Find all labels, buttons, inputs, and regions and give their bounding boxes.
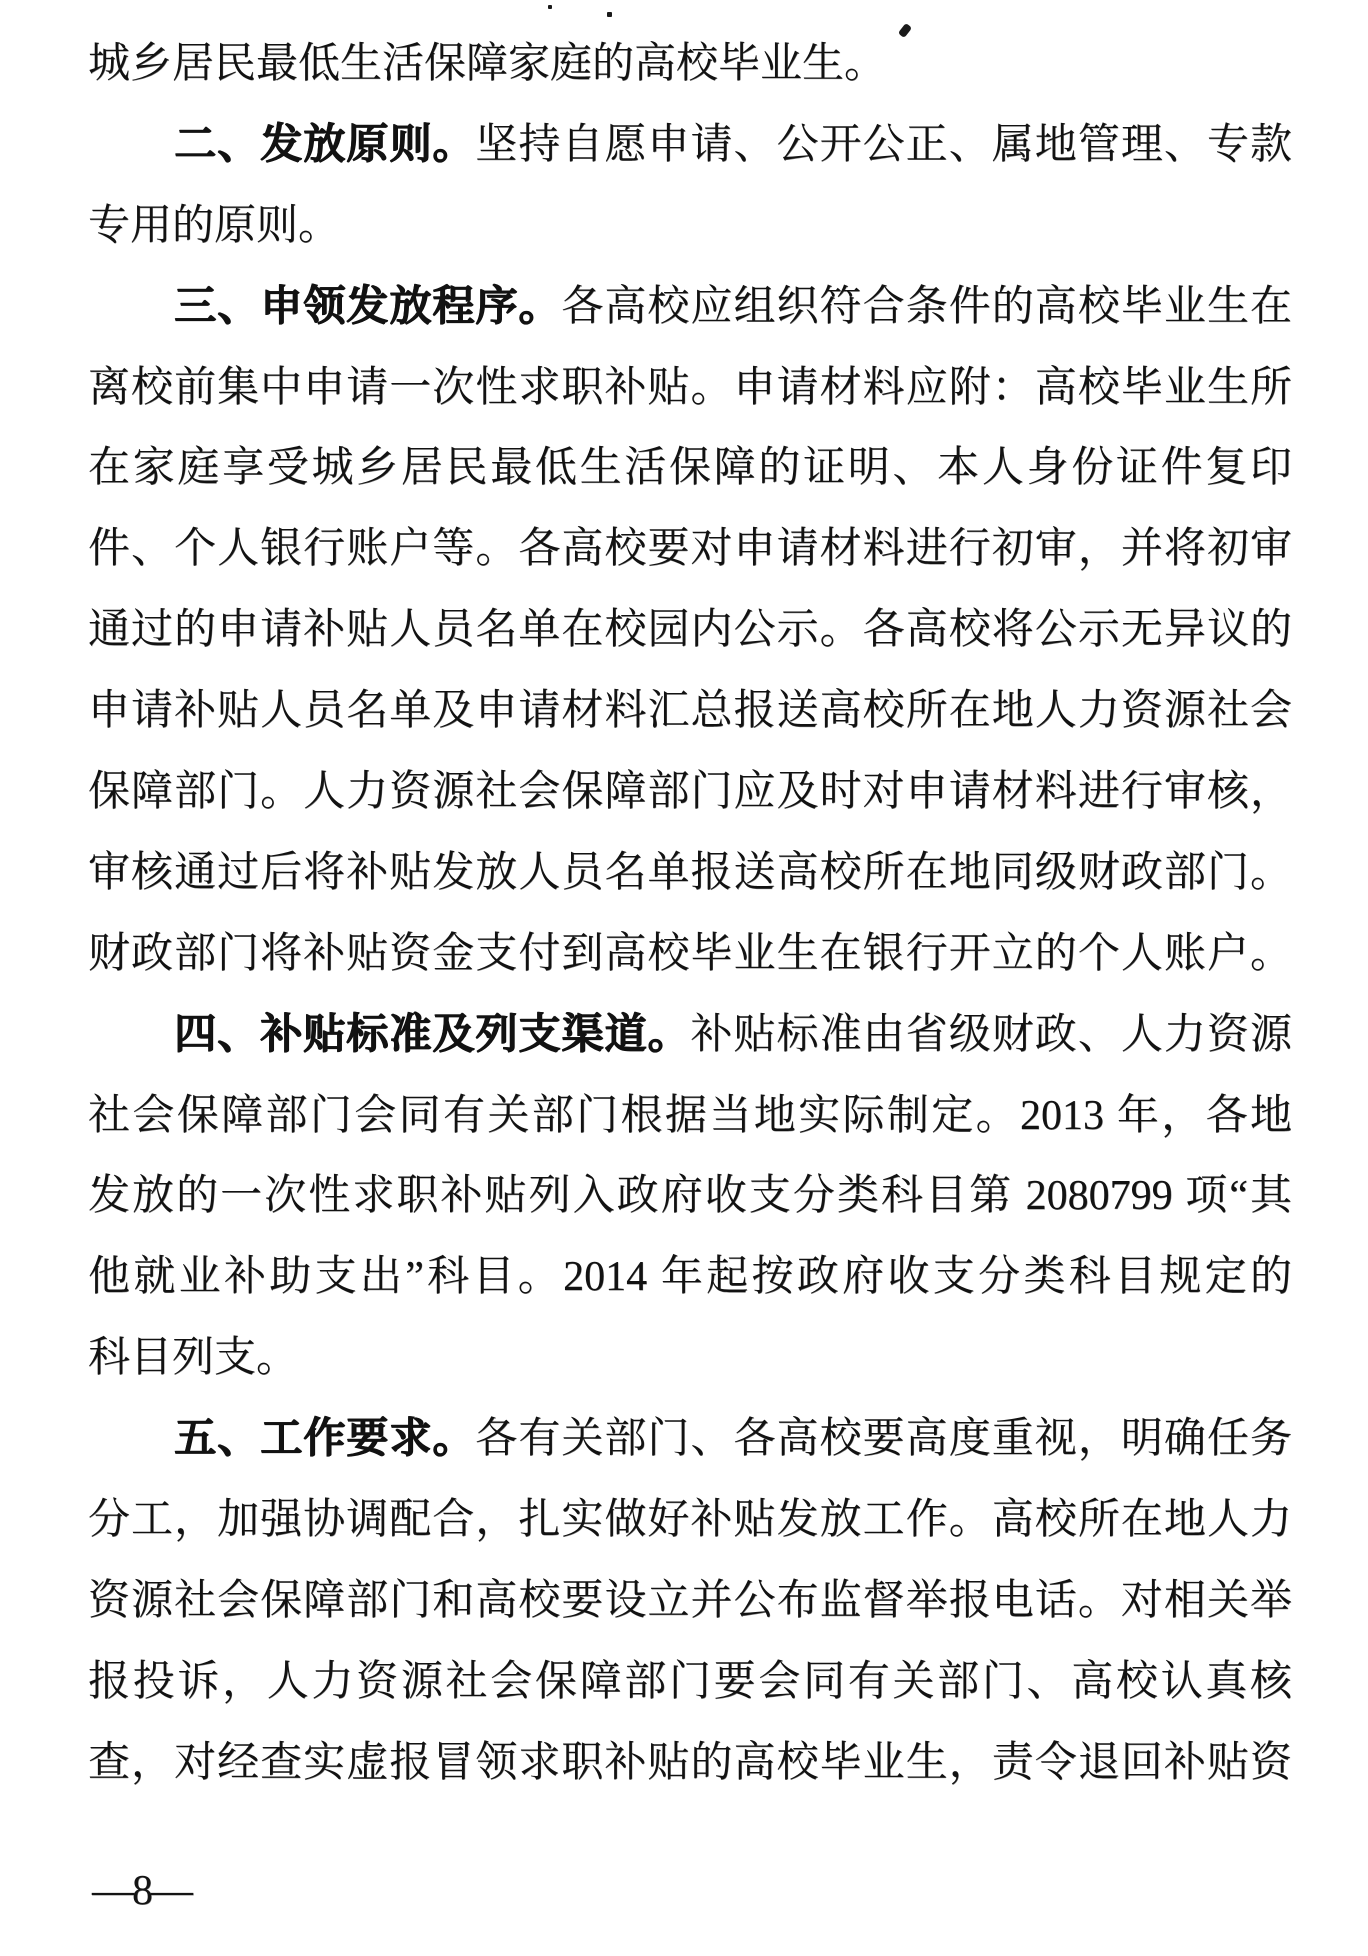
text-line bbox=[88, 1642, 1292, 1723]
line-text: 通过的申请补贴人员名单在校园内公示。各高校将公示无异议的 bbox=[88, 607, 1292, 654]
text-line bbox=[88, 1399, 1292, 1480]
line-text: 财政部门将补贴资金支付到高校毕业生在银行开立的个人账户。 bbox=[88, 930, 1292, 977]
line-text: 审核通过后将补贴发放人员名单报送高校所在地同级财政部门。 bbox=[88, 849, 1292, 896]
line-text: 他就业补助支出”科目。2014 年起按政府收支分类科目规定的 bbox=[88, 1254, 1292, 1301]
section-heading: 三、申领发放程序。 bbox=[174, 283, 562, 330]
line-text: 在家庭享受城乡居民最低生活保障的证明、本人身份证件复印 bbox=[88, 445, 1292, 492]
line-text: 各有关部门、各高校要高度重视，明确任务 bbox=[475, 1416, 1292, 1463]
text-line bbox=[88, 590, 1292, 671]
scan-artifact bbox=[607, 12, 612, 17]
text-line bbox=[88, 1318, 1292, 1399]
text-line bbox=[88, 24, 1292, 105]
text-line bbox=[88, 186, 1292, 267]
section-heading: 五、工作要求。 bbox=[174, 1416, 476, 1463]
line-text: 保障部门。人力资源社会保障部门应及时对申请材料进行审核， bbox=[88, 769, 1292, 816]
text-line bbox=[88, 1076, 1292, 1157]
document-body bbox=[88, 24, 1292, 1804]
text-line bbox=[88, 752, 1292, 833]
line-text: 社会保障部门会同有关部门根据当地实际制定。2013 年，各地 bbox=[88, 1092, 1292, 1139]
text-line bbox=[88, 428, 1292, 509]
line-text: 资源社会保障部门和高校要设立并公布监督举报电话。对相关举 bbox=[88, 1577, 1292, 1624]
line-text: 件、个人银行账户等。各高校要对申请材料进行初审，并将初审 bbox=[88, 526, 1292, 573]
line-text: 坚持自愿申请、公开公正、属地管理、专款 bbox=[475, 121, 1292, 168]
text-line bbox=[88, 267, 1292, 348]
line-text: 发放的一次性求职补贴列入政府收支分类科目第 2080799 项“其 bbox=[88, 1173, 1292, 1220]
text-line bbox=[88, 833, 1292, 914]
page-number: —8— bbox=[92, 1868, 191, 1914]
scan-artifact bbox=[548, 5, 552, 9]
text-line bbox=[88, 1480, 1292, 1561]
text-line bbox=[88, 1156, 1292, 1237]
line-text: 专用的原则。 bbox=[88, 202, 341, 249]
text-line bbox=[88, 914, 1292, 995]
line-text: 各高校应组织符合条件的高校毕业生在 bbox=[561, 283, 1292, 330]
section-heading: 四、补贴标准及列支渠道。 bbox=[174, 1011, 691, 1058]
text-line bbox=[88, 105, 1292, 186]
line-text: 城乡居民最低生活保障家庭的高校毕业生。 bbox=[88, 41, 887, 87]
line-text: 查，对经查实虚报冒领求职补贴的高校毕业生，责令退回补贴资 bbox=[88, 1739, 1292, 1786]
text-line bbox=[88, 1237, 1292, 1318]
text-line bbox=[88, 509, 1292, 590]
text-line bbox=[88, 671, 1292, 752]
line-text: 科目列支。 bbox=[88, 1335, 299, 1382]
line-text: 报投诉，人力资源社会保障部门要会同有关部门、高校认真核 bbox=[88, 1658, 1292, 1705]
line-text: 离校前集中申请一次性求职补贴。申请材料应附：高校毕业生所 bbox=[88, 364, 1292, 411]
section-heading: 二、发放原则。 bbox=[174, 121, 476, 168]
text-line bbox=[88, 348, 1292, 429]
text-line bbox=[88, 995, 1292, 1076]
line-text: 申请补贴人员名单及申请材料汇总报送高校所在地人力资源社会 bbox=[88, 688, 1292, 735]
text-line bbox=[88, 1723, 1292, 1804]
line-text: 补贴标准由省级财政、人力资源 bbox=[690, 1011, 1292, 1058]
line-text: 分工，加强协调配合，扎实做好补贴发放工作。高校所在地人力 bbox=[88, 1497, 1292, 1544]
text-line bbox=[88, 1561, 1292, 1642]
